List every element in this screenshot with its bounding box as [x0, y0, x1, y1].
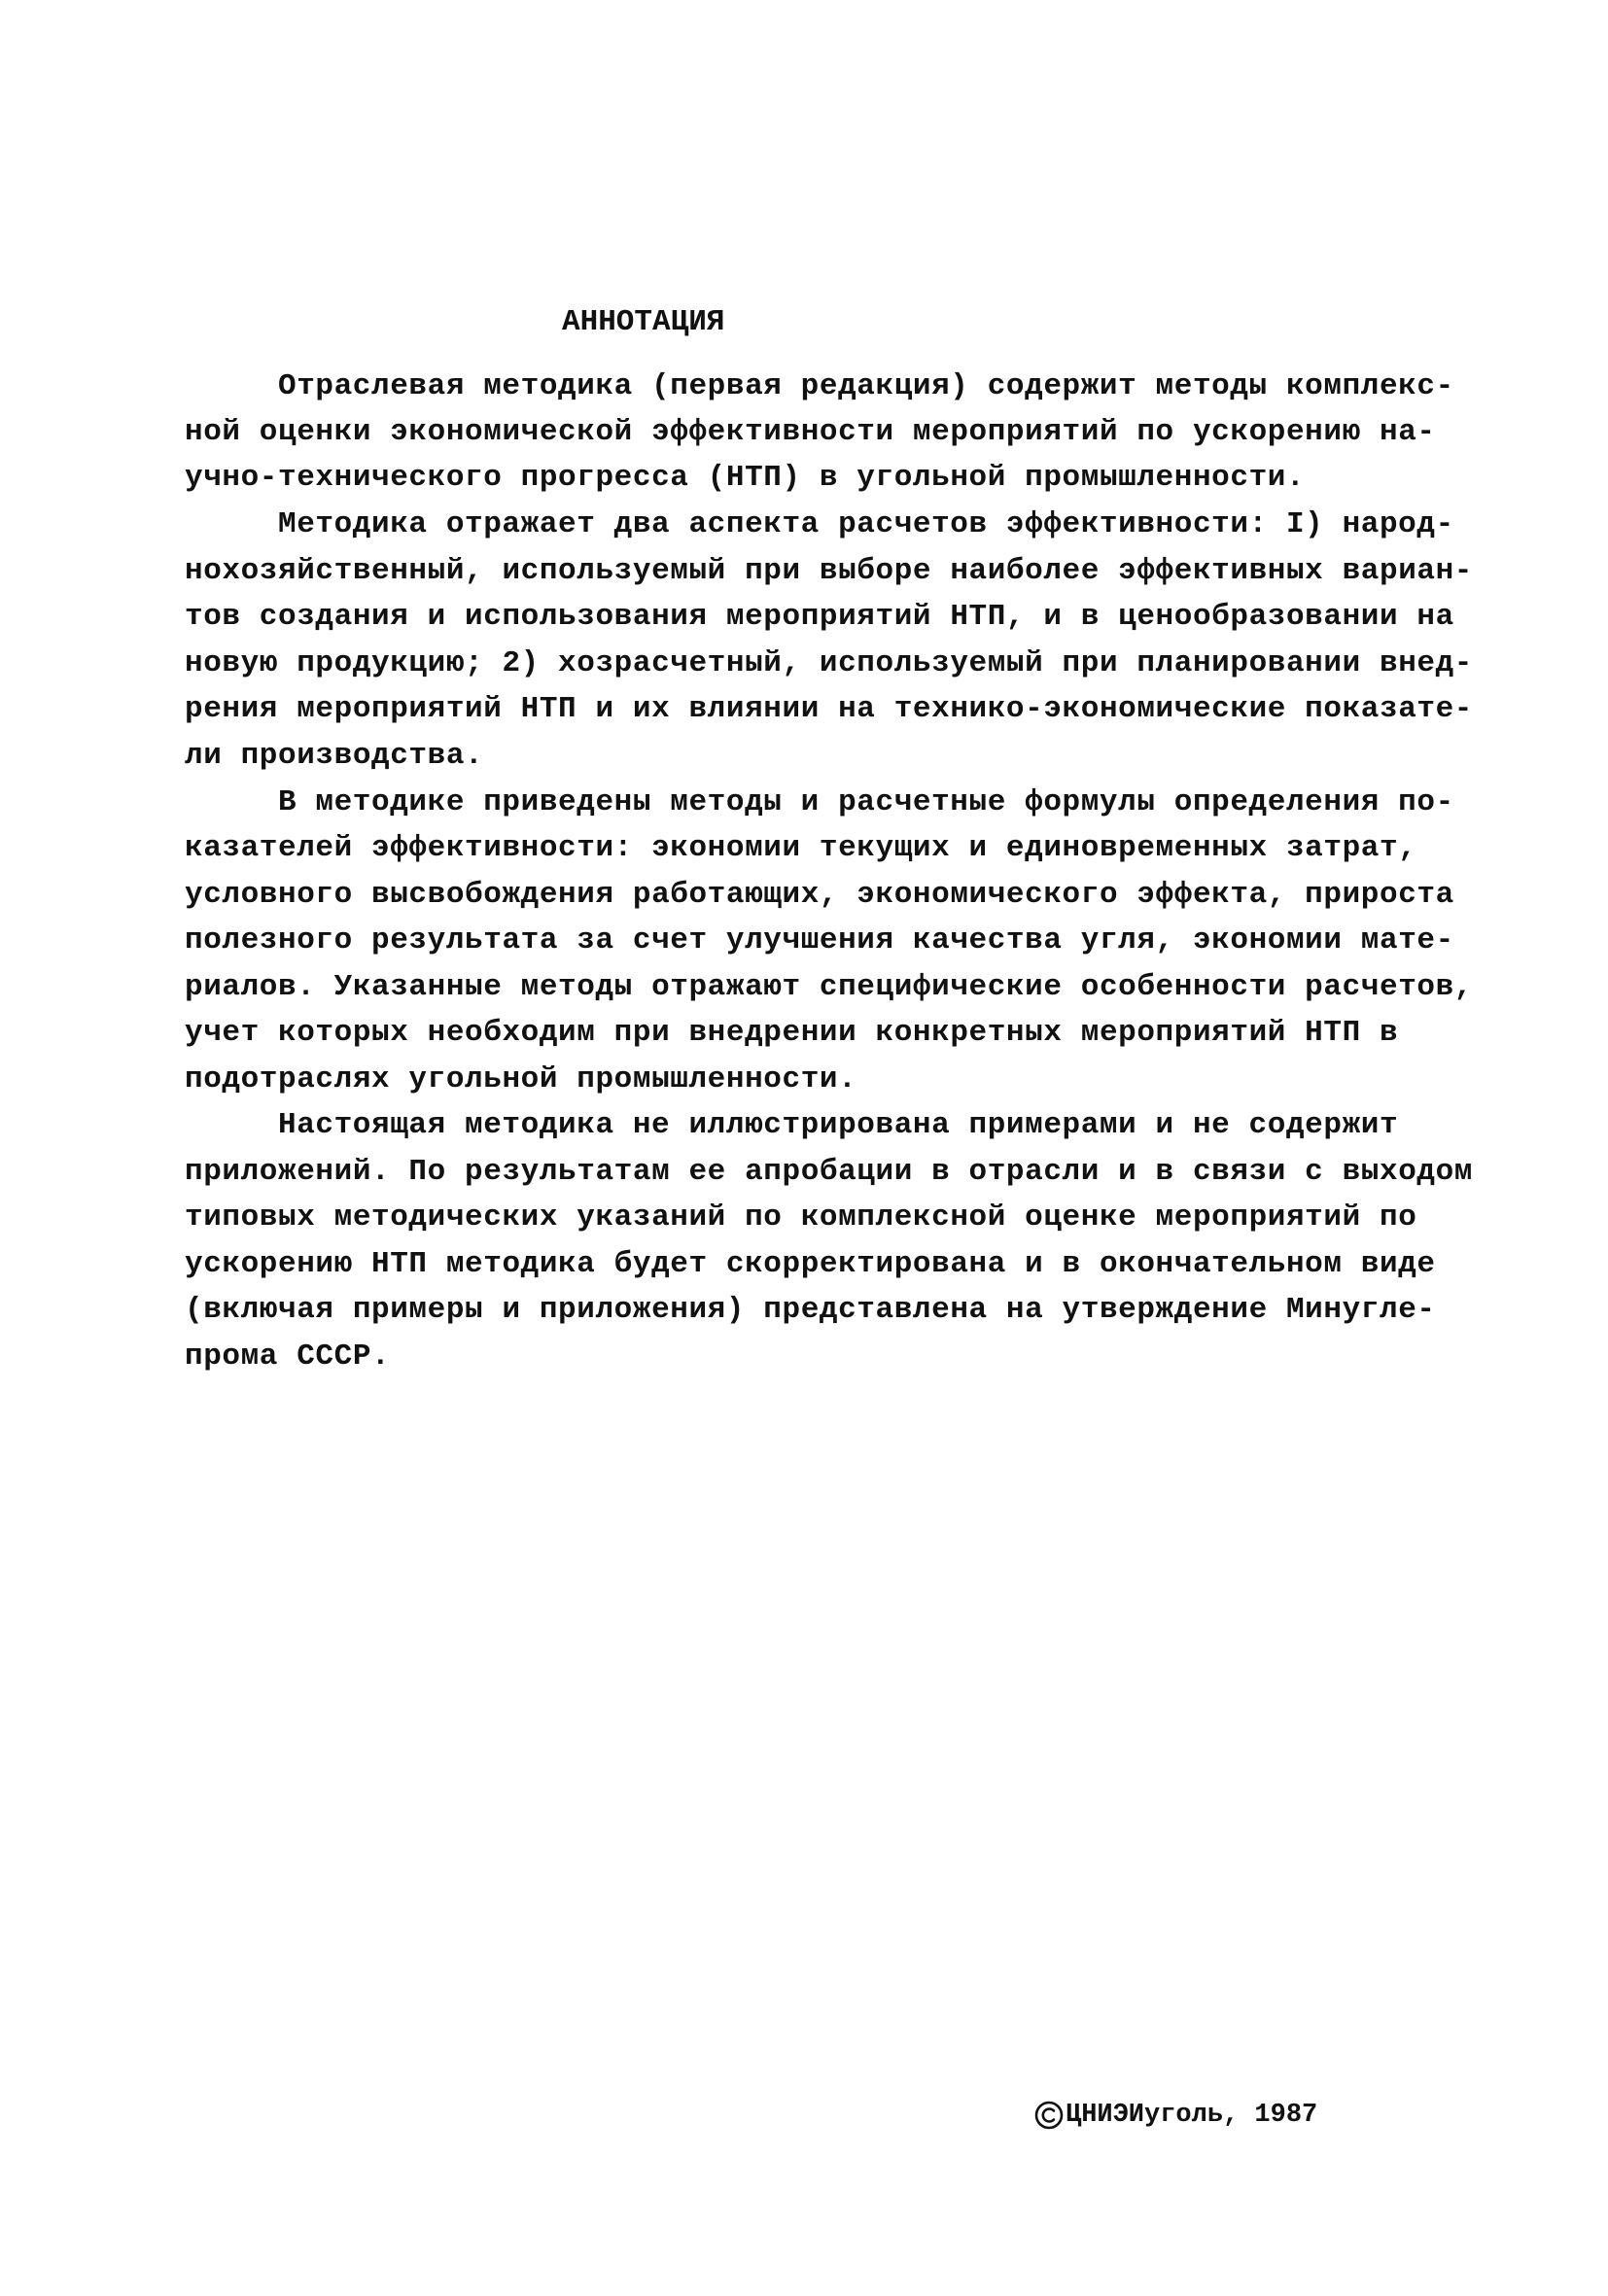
text-line: учно-технического прогресса (НТП) в угольной промышленности. [185, 461, 1306, 495]
text-line: риалов. Указанные методы отражают специфические особенности расчетов, [185, 970, 1474, 1004]
text-line: прома СССР. [185, 1339, 391, 1374]
text-line: тов создания и использования мероприятий НТП, и в ценообразовании на [185, 600, 1454, 634]
text-line: полезного результата за счет улучшения качества угля, экономии мате- [185, 923, 1454, 957]
text-line: В методике приведены методы и расчетные формулы определения по- [278, 785, 1454, 819]
text-line: ли производства. [185, 739, 484, 773]
copyright-notice [1034, 2098, 1317, 2133]
text-line: Настоящая методика не иллюстрирована примерами и не содержит [278, 1108, 1399, 1142]
text-line: Отраслевая методика (первая редакция) содержит методы комплекс- [278, 369, 1454, 403]
text-line: нохозяйственный, используемый при выборе наиболее эффективных вариан- [185, 554, 1474, 588]
text-line: типовых методических указаний по комплексной оценке мероприятий по [185, 1200, 1417, 1235]
text-line: приложений. По результатам ее апробации в отрасли и в связи с выходом [185, 1155, 1474, 1189]
copyright-icon [1034, 2101, 1064, 2130]
text-line: условного высвобождения работающих, экономического эффекта, прироста [185, 878, 1454, 912]
text-line: новую продукцию; 2) хозрасчетный, используемый при планировании внед- [185, 646, 1474, 680]
text-line: Методика отражает два аспекта расчетов эффективности: I) народ- [278, 507, 1454, 541]
text-line: учет которых необходим при внедрении конкретных мероприятий НТП в [185, 1016, 1399, 1050]
text-line: рения мероприятий НТП и их влиянии на технико-экономические показате- [185, 692, 1474, 726]
text-line: ной оценки экономической эффективности мероприятий по ускорению на- [185, 415, 1436, 449]
page-title: АННОТАЦИЯ [562, 305, 725, 339]
copyright-text: ЦНИЭИуголь, 1987 [1066, 2101, 1318, 2130]
text-line: (включая примеры и приложения) представлена на утверждение Минугле- [185, 1293, 1436, 1327]
text-line: ускорению НТП методика будет скорректирована и в окончательном виде [185, 1247, 1436, 1281]
text-line: подотраслях угольной промышленности. [185, 1062, 857, 1096]
text-line: казателей эффективности: экономии текущих и единовременных затрат, [185, 831, 1417, 865]
